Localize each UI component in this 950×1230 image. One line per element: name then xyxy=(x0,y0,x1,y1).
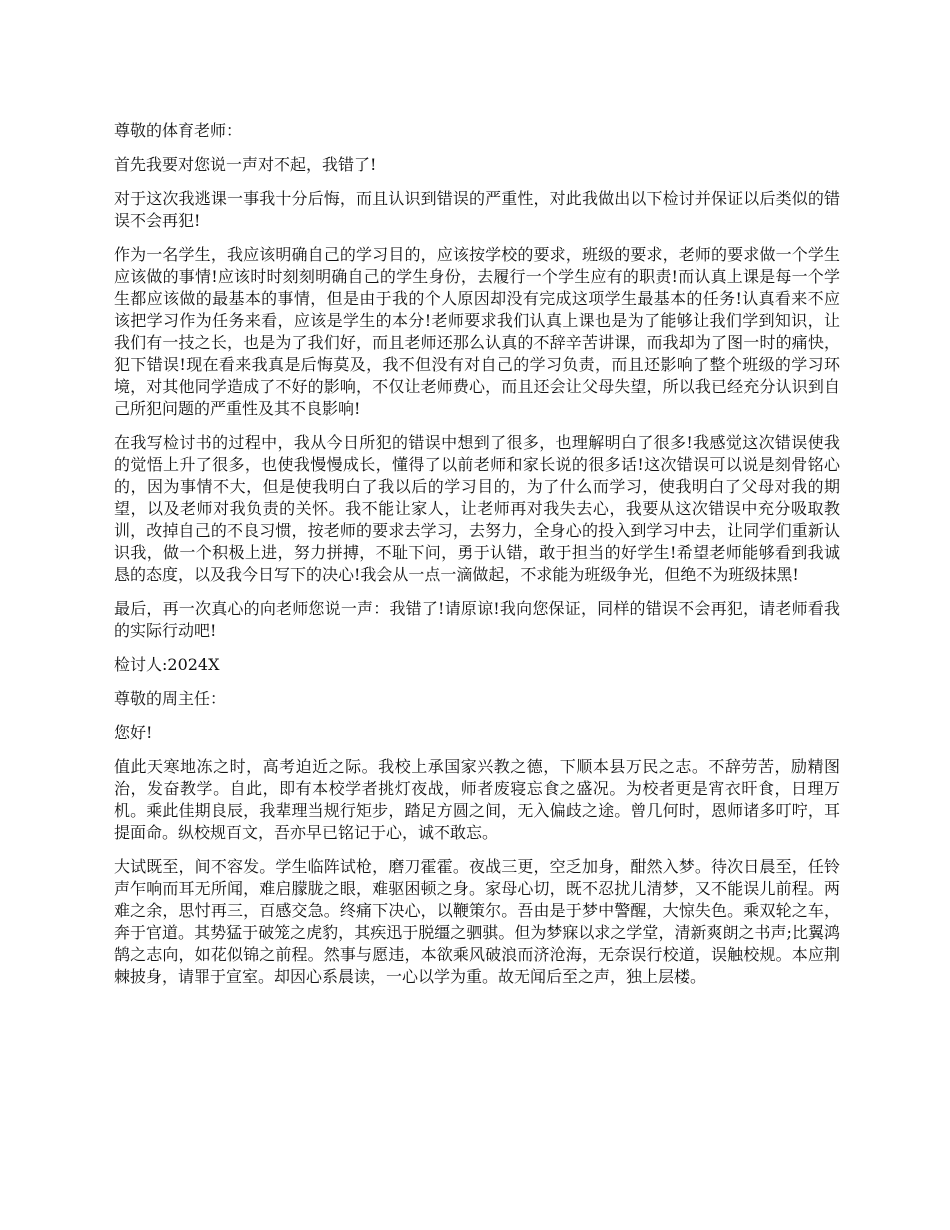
classical-paragraph-1: 值此天寒地冻之时，高考迫近之际。我校上承国家兴教之德，下顺本县万民之志。不辞劳苦，励精图治，发奋教学。自此，即有本校学者挑灯夜战，师者废寝忘食之盛况。为校者更是宵衣旰食，日理万机。乘此佳期良辰，我辈理当规行矩步，踏足方圆之间，无入偏歧之途。曾几何时，恩师诸多叮咛，耳提面命。纵校规百文，吾亦早已铭记于心，诚不敢忘。 xyxy=(114,757,840,842)
reflection-paragraph: 在我写检讨书的过程中，我从今日所犯的错误中想到了很多，也理解明白了很多!我感觉这次错误使我的觉悟上升了很多，也使我慢慢成长，懂得了以前老师和家长说的很多话!这次错误可以说是刻骨铭心的，因为事情不大，但是使我明白了我以后的学习目的，为了什么而学习，使我明白了父母对我的期望，以及老师对我负责的关怀。我不能让家人，让老师再对我失去心，我要从这次错误中充分吸取教训，改掉自己的不良习惯，按老师的要求去学习，去努力，全身心的投入到学习中去，让同学们重新认识我，做一个积极上进，努力拼搏，不耻下问，勇于认错，敢于担当的好学生!希望老师能够看到我诚恳的态度，以及我今日写下的决心!我会从一点一滴做起，不求能为班级争光，但绝不为班级抹黑! xyxy=(114,433,840,584)
closing-paragraph: 最后，再一次真心的向老师您说一声：我错了!请原谅!我向您保证，同样的错误不会再犯，请老师看我的实际行动吧! xyxy=(114,599,840,640)
document-body xyxy=(114,120,840,1000)
classical-paragraph-2: 大试既至，间不容发。学生临阵试枪，磨刀霍霍。夜战三更，空乏加身，酣然入梦。待次日晨至，任铃声乍响而耳无所闻，难启朦胧之眼，难驱困顿之身。家母心切，既不忍扰儿清梦，又不能误儿前程。两难之余，思忖再三，百感交急。终痛下决心，以鞭策尔。吾由是于梦中警醒，大惊失色。乘双轮之车，奔于官道。其势猛于破笼之虎豹，其疾迅于脱缰之驷骐。但为梦寐以求之学堂，清新爽朗之书声;比翼鸿鹄之志向，如花似锦之前程。然事与愿违，本欲乘风破浪而济沧海，无奈误行校道，误触校规。本应荆棘披身，请罪于宣室。却因心系晨读，一心以学为重。故无闻后至之声，独上层楼。 xyxy=(114,857,840,986)
student-duty-paragraph: 作为一名学生，我应该明确自己的学习目的，应该按学校的要求，班级的要求，老师的要求做一个学生应该做的事情!应该时时刻刻明确自己的学生身份，去履行一个学生应有的职责!而认真上课是每一个学生都应该做的最基本的事情，但是由于我的个人原因却没有完成这项学生最基本的任务!认真看来不应该把学习作为任务来看，应该是学生的本分!老师要求我们认真上课也是为了能够让我们学到知识，让我们有一技之长，也是为了我们好，而且老师还那么认真的不辞辛苦讲课，而我却为了图一时的痛快，犯下错误!现在看来我真是后悔莫及，我不但没有对自己的学习负责，而且还影响了整个班级的学习环境，对其他同学造成了不好的影响，不仅让老师费心，而且还会让父母失望，所以我已经充分认识到自己所犯问题的严重性及其不良影响! xyxy=(114,245,840,418)
signature-line: 检讨人:2024X xyxy=(114,655,220,674)
salutation-director: 尊敬的周主任： xyxy=(114,689,227,708)
salutation-pe-teacher: 尊敬的体育老师： xyxy=(114,121,243,140)
apology-paragraph: 首先我要对您说一声对不起，我错了! xyxy=(114,155,377,174)
regret-paragraph: 对于这次我逃课一事我十分后悔，而且认识到错误的严重性，对此我做出以下检讨并保证以后类似的错误不会再犯! xyxy=(114,189,840,230)
greeting-line: 您好! xyxy=(114,723,153,742)
